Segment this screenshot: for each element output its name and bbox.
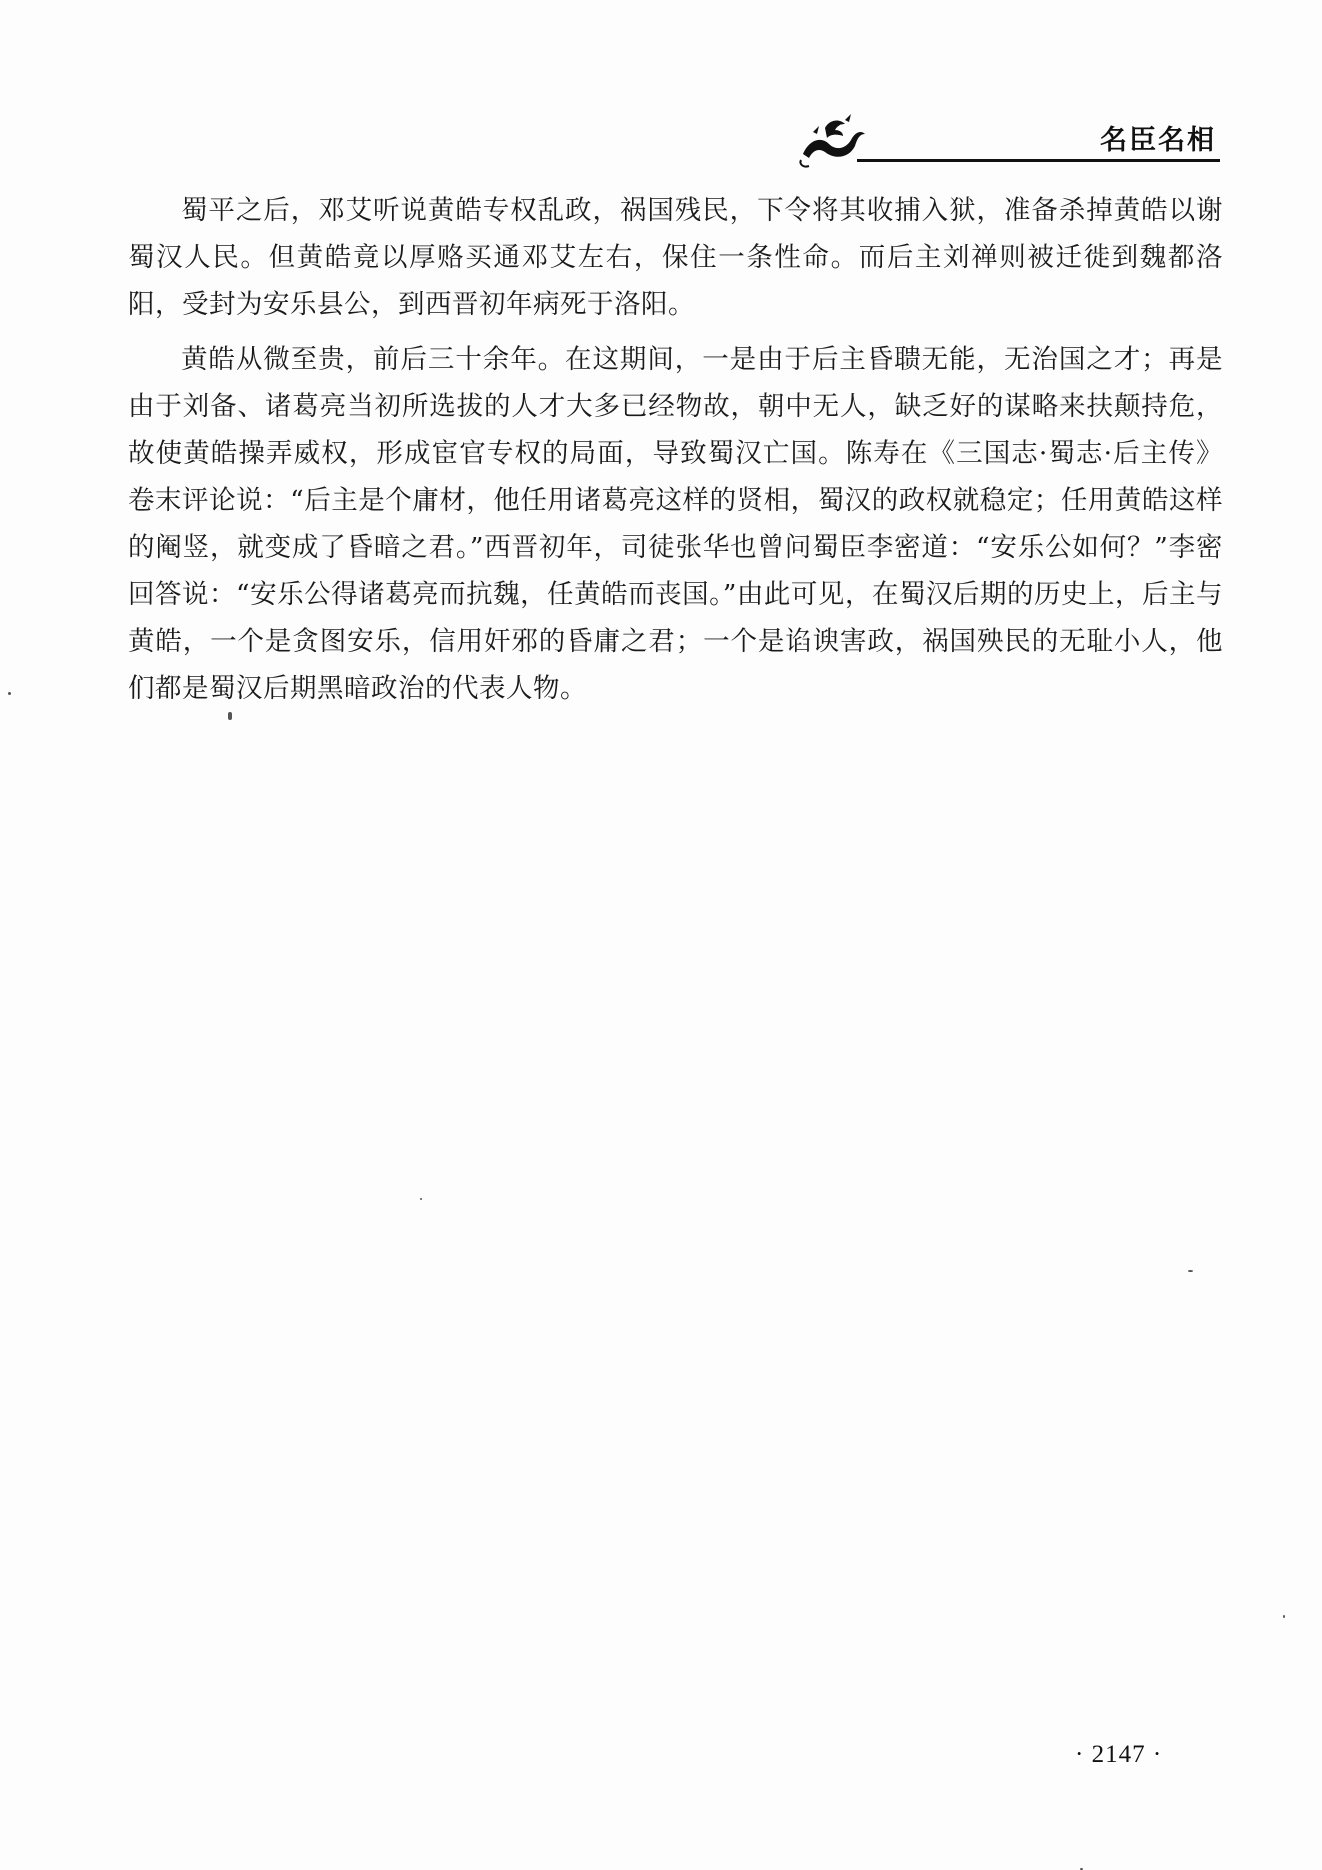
page-number: · 2147 · (1075, 1741, 1163, 1768)
scan-speck (8, 692, 11, 695)
scan-speck (1188, 1270, 1193, 1272)
header-rule (857, 159, 1220, 162)
running-title: 名臣名相 (1100, 125, 1216, 156)
paragraph: 黄皓从微至贵，前后三十余年。在这期间，一是由于后主昏聩无能，无治国之才；再是由于刘备、诸葛亮当初所选拔的人才大多已经物故，朝中无人，缺乏好的谋略来扶颠持危，故使黄皓操弄威权，形成宦官专权的局面，导致蜀汉亡国。陈寿在《三国志·蜀志·后主传》卷末评论说：“后主是个庸材，他任用诸葛亮这样的贤相，蜀汉的政权就稳定；任用黄皓这样的阉竖，就变成了昏暗之君。”西晋初年，司徒张华也曾问蜀臣李密道：“安乐公如何？”李密回答说：“安乐公得诸葛亮而抗魏，任黄皓而丧国。”由此可见，在蜀汉后期的历史上，后主与黄皓，一个是贪图安乐，信用奸邪的昏庸之君；一个是谄谀害政，祸国殃民的无耻小人，他们都是蜀汉后期黑暗政治的代表人物。 (128, 344, 1223, 704)
running-header (795, 110, 1220, 170)
paragraph: 蜀平之后，邓艾听说黄皓专权乱政，祸国残民，下令将其收捕入狱，准备杀掉黄皓以谢蜀汉人民。但黄皓竟以厚赂买通邓艾左右，保住一条性命。而后主刘禅则被迁徙到魏都洛阳，受封为安乐县公，到西晋初年病死于洛阳。 (128, 195, 1223, 320)
scan-speck (1283, 1615, 1285, 1618)
scan-speck (420, 1198, 422, 1200)
body-text (128, 187, 1223, 720)
scan-speck (228, 712, 232, 720)
